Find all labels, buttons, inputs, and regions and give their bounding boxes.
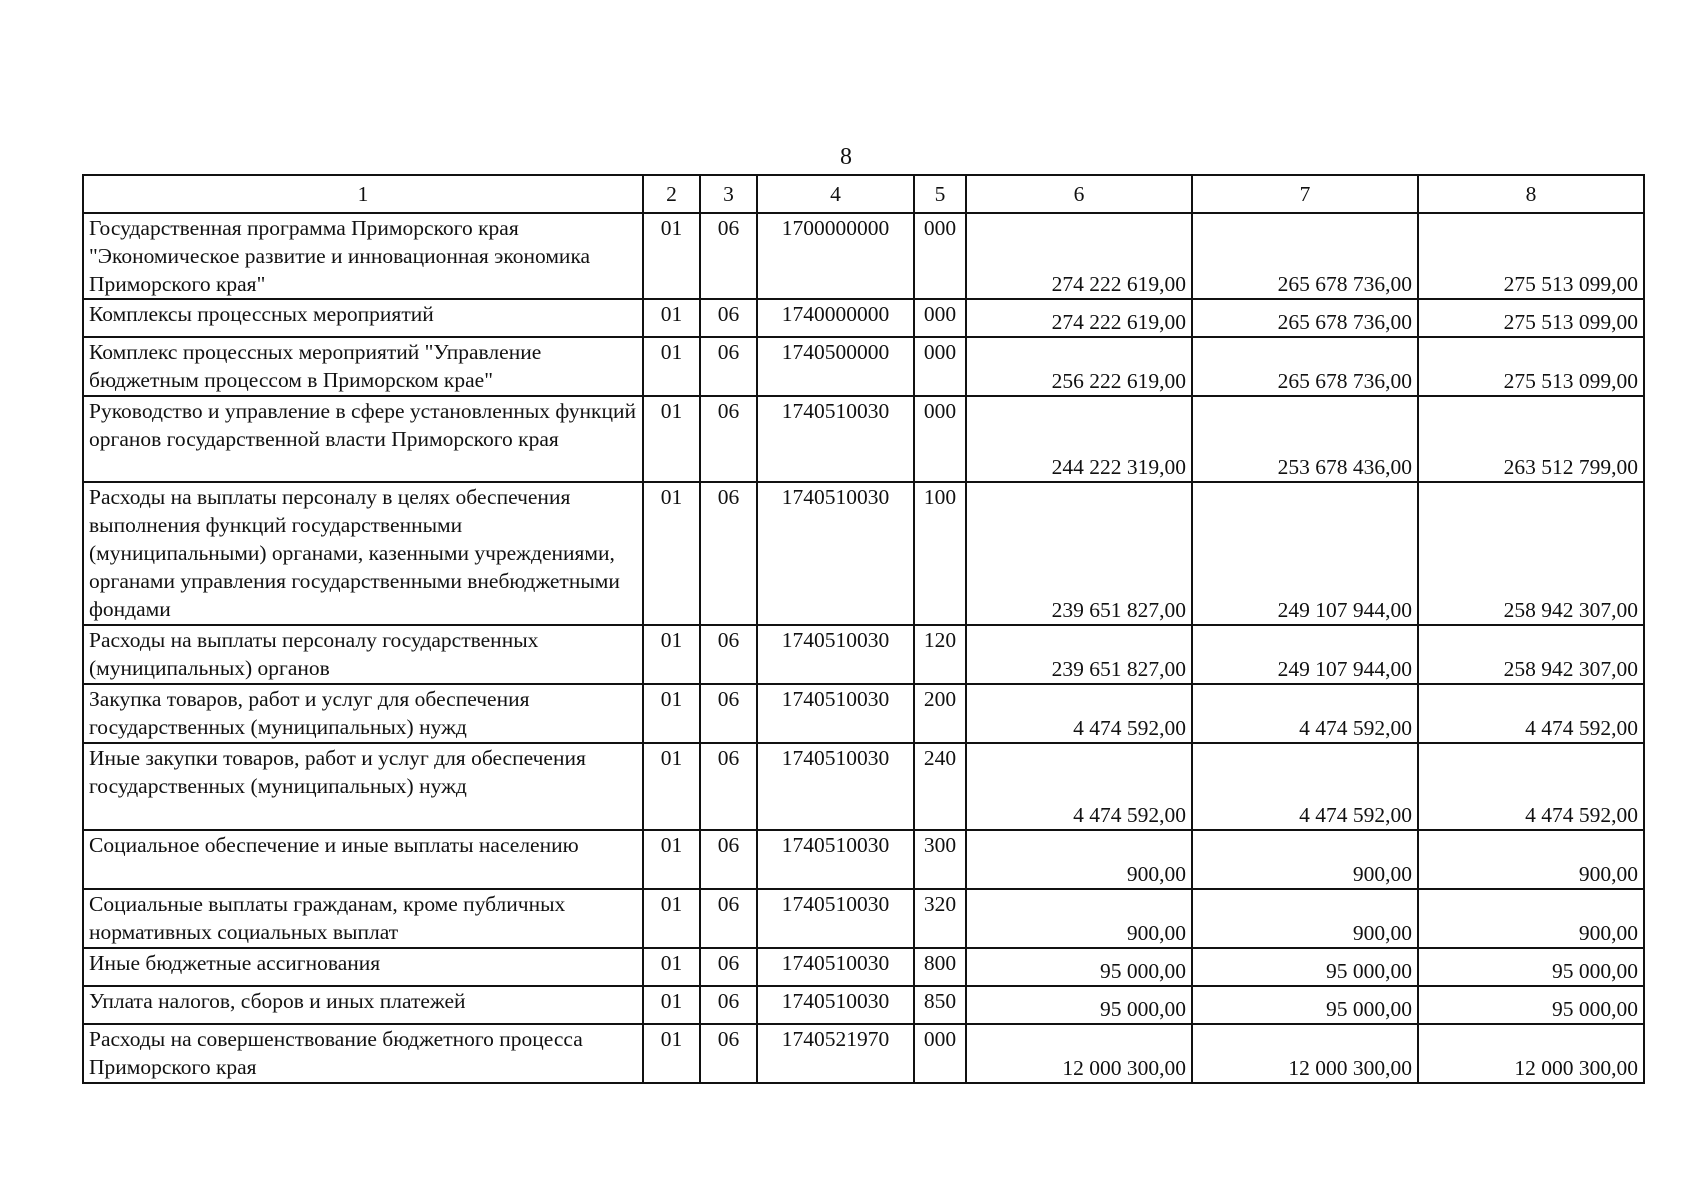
table-row — [83, 213, 1644, 299]
expense-type-cell: 300 — [914, 830, 966, 889]
column-header: 7 — [1192, 175, 1418, 213]
amount-cell-8: 95 000,00 — [1418, 986, 1644, 1024]
amount-cell-6: 244 222 319,00 — [966, 396, 1192, 482]
expense-type-cell: 000 — [914, 1024, 966, 1083]
section-code-cell: 01 — [643, 213, 700, 299]
amount-cell-8: 258 942 307,00 — [1418, 625, 1644, 684]
subsection-code-cell: 06 — [700, 1024, 757, 1083]
expense-type-cell: 100 — [914, 482, 966, 625]
header-row — [83, 175, 1644, 213]
row-name-cell: Руководство и управление в сфере установленных функций органов государственной власти Приморского края — [83, 396, 643, 482]
section-code-cell: 01 — [643, 948, 700, 986]
column-header: 2 — [643, 175, 700, 213]
target-code-cell: 1740510030 — [757, 948, 914, 986]
amount-cell-6: 900,00 — [966, 830, 1192, 889]
section-code-cell: 01 — [643, 396, 700, 482]
amount-cell-7: 249 107 944,00 — [1192, 482, 1418, 625]
row-name-cell: Расходы на совершенствование бюджетного процесса Приморского края — [83, 1024, 643, 1083]
section-code-cell: 01 — [643, 299, 700, 337]
amount-cell-6: 12 000 300,00 — [966, 1024, 1192, 1083]
amount-cell-6: 4 474 592,00 — [966, 684, 1192, 743]
amount-cell-8: 263 512 799,00 — [1418, 396, 1644, 482]
table-row — [83, 625, 1644, 684]
subsection-code-cell: 06 — [700, 889, 757, 948]
subsection-code-cell: 06 — [700, 684, 757, 743]
table-row — [83, 948, 1644, 986]
section-code-cell: 01 — [643, 684, 700, 743]
subsection-code-cell: 06 — [700, 948, 757, 986]
amount-cell-7: 95 000,00 — [1192, 948, 1418, 986]
table-header — [83, 175, 1644, 213]
amount-cell-8: 900,00 — [1418, 889, 1644, 948]
amount-cell-6: 95 000,00 — [966, 948, 1192, 986]
table-row — [83, 684, 1644, 743]
row-name-cell: Расходы на выплаты персоналу в целях обеспечения выполнения функций государственными (муниципальными) органами, казенными учреждениями, органами управления государственными внебюджетными фондами — [83, 482, 643, 625]
subsection-code-cell: 06 — [700, 396, 757, 482]
subsection-code-cell: 06 — [700, 213, 757, 299]
row-name-cell: Государственная программа Приморского края "Экономическое развитие и инновационная экономика Приморского края" — [83, 213, 643, 299]
table-row — [83, 299, 1644, 337]
amount-cell-8: 900,00 — [1418, 830, 1644, 889]
amount-cell-7: 900,00 — [1192, 889, 1418, 948]
amount-cell-7: 4 474 592,00 — [1192, 743, 1418, 830]
target-code-cell: 1740510030 — [757, 830, 914, 889]
amount-cell-6: 239 651 827,00 — [966, 482, 1192, 625]
target-code-cell: 1740510030 — [757, 625, 914, 684]
amount-cell-7: 12 000 300,00 — [1192, 1024, 1418, 1083]
amount-cell-8: 95 000,00 — [1418, 948, 1644, 986]
expense-type-cell: 200 — [914, 684, 966, 743]
amount-cell-7: 4 474 592,00 — [1192, 684, 1418, 743]
target-code-cell: 1740521970 — [757, 1024, 914, 1083]
expense-type-cell: 000 — [914, 299, 966, 337]
table-row — [83, 830, 1644, 889]
subsection-code-cell: 06 — [700, 986, 757, 1024]
target-code-cell: 1740510030 — [757, 986, 914, 1024]
target-code-cell: 1740510030 — [757, 684, 914, 743]
subsection-code-cell: 06 — [700, 743, 757, 830]
column-header: 4 — [757, 175, 914, 213]
amount-cell-7: 253 678 436,00 — [1192, 396, 1418, 482]
row-name-cell: Иные закупки товаров, работ и услуг для обеспечения государственных (муниципальных) нужд — [83, 743, 643, 830]
amount-cell-7: 265 678 736,00 — [1192, 213, 1418, 299]
amount-cell-7: 900,00 — [1192, 830, 1418, 889]
expense-type-cell: 000 — [914, 396, 966, 482]
column-header: 6 — [966, 175, 1192, 213]
expense-type-cell: 240 — [914, 743, 966, 830]
amount-cell-7: 95 000,00 — [1192, 986, 1418, 1024]
amount-cell-7: 265 678 736,00 — [1192, 337, 1418, 396]
amount-cell-8: 4 474 592,00 — [1418, 743, 1644, 830]
section-code-cell: 01 — [643, 625, 700, 684]
table-body — [83, 213, 1644, 1083]
row-name-cell: Социальные выплаты гражданам, кроме публичных нормативных социальных выплат — [83, 889, 643, 948]
expense-type-cell: 850 — [914, 986, 966, 1024]
budget-table — [82, 174, 1645, 1084]
amount-cell-6: 900,00 — [966, 889, 1192, 948]
table-row — [83, 396, 1644, 482]
target-code-cell: 1700000000 — [757, 213, 914, 299]
row-name-cell: Расходы на выплаты персоналу государственных (муниципальных) органов — [83, 625, 643, 684]
subsection-code-cell: 06 — [700, 337, 757, 396]
amount-cell-6: 274 222 619,00 — [966, 299, 1192, 337]
target-code-cell: 1740510030 — [757, 889, 914, 948]
target-code-cell: 1740000000 — [757, 299, 914, 337]
section-code-cell: 01 — [643, 743, 700, 830]
column-header: 3 — [700, 175, 757, 213]
amount-cell-6: 95 000,00 — [966, 986, 1192, 1024]
column-header: 5 — [914, 175, 966, 213]
expense-type-cell: 000 — [914, 213, 966, 299]
target-code-cell: 1740510030 — [757, 396, 914, 482]
amount-cell-6: 256 222 619,00 — [966, 337, 1192, 396]
amount-cell-8: 258 942 307,00 — [1418, 482, 1644, 625]
table-row — [83, 889, 1644, 948]
amount-cell-6: 4 474 592,00 — [966, 743, 1192, 830]
amount-cell-8: 12 000 300,00 — [1418, 1024, 1644, 1083]
table-row — [83, 986, 1644, 1024]
row-name-cell: Комплекс процессных мероприятий "Управление бюджетным процессом в Приморском крае" — [83, 337, 643, 396]
row-name-cell: Социальное обеспечение и иные выплаты населению — [83, 830, 643, 889]
subsection-code-cell: 06 — [700, 299, 757, 337]
row-name-cell: Комплексы процессных мероприятий — [83, 299, 643, 337]
page-number: 8 — [840, 144, 852, 170]
amount-cell-8: 4 474 592,00 — [1418, 684, 1644, 743]
column-header: 8 — [1418, 175, 1644, 213]
section-code-cell: 01 — [643, 1024, 700, 1083]
expense-type-cell: 800 — [914, 948, 966, 986]
amount-cell-6: 274 222 619,00 — [966, 213, 1192, 299]
expense-type-cell: 320 — [914, 889, 966, 948]
amount-cell-7: 249 107 944,00 — [1192, 625, 1418, 684]
column-header: 1 — [83, 175, 643, 213]
section-code-cell: 01 — [643, 337, 700, 396]
table-row — [83, 1024, 1644, 1083]
section-code-cell: 01 — [643, 830, 700, 889]
subsection-code-cell: 06 — [700, 625, 757, 684]
row-name-cell: Закупка товаров, работ и услуг для обеспечения государственных (муниципальных) нужд — [83, 684, 643, 743]
table-row — [83, 337, 1644, 396]
subsection-code-cell: 06 — [700, 830, 757, 889]
target-code-cell: 1740510030 — [757, 743, 914, 830]
table-row — [83, 482, 1644, 625]
amount-cell-6: 239 651 827,00 — [966, 625, 1192, 684]
section-code-cell: 01 — [643, 482, 700, 625]
row-name-cell: Иные бюджетные ассигнования — [83, 948, 643, 986]
subsection-code-cell: 06 — [700, 482, 757, 625]
amount-cell-8: 275 513 099,00 — [1418, 213, 1644, 299]
target-code-cell: 1740500000 — [757, 337, 914, 396]
section-code-cell: 01 — [643, 889, 700, 948]
target-code-cell: 1740510030 — [757, 482, 914, 625]
section-code-cell: 01 — [643, 986, 700, 1024]
expense-type-cell: 000 — [914, 337, 966, 396]
table-row — [83, 743, 1644, 830]
row-name-cell: Уплата налогов, сборов и иных платежей — [83, 986, 643, 1024]
amount-cell-7: 265 678 736,00 — [1192, 299, 1418, 337]
amount-cell-8: 275 513 099,00 — [1418, 337, 1644, 396]
expense-type-cell: 120 — [914, 625, 966, 684]
amount-cell-8: 275 513 099,00 — [1418, 299, 1644, 337]
